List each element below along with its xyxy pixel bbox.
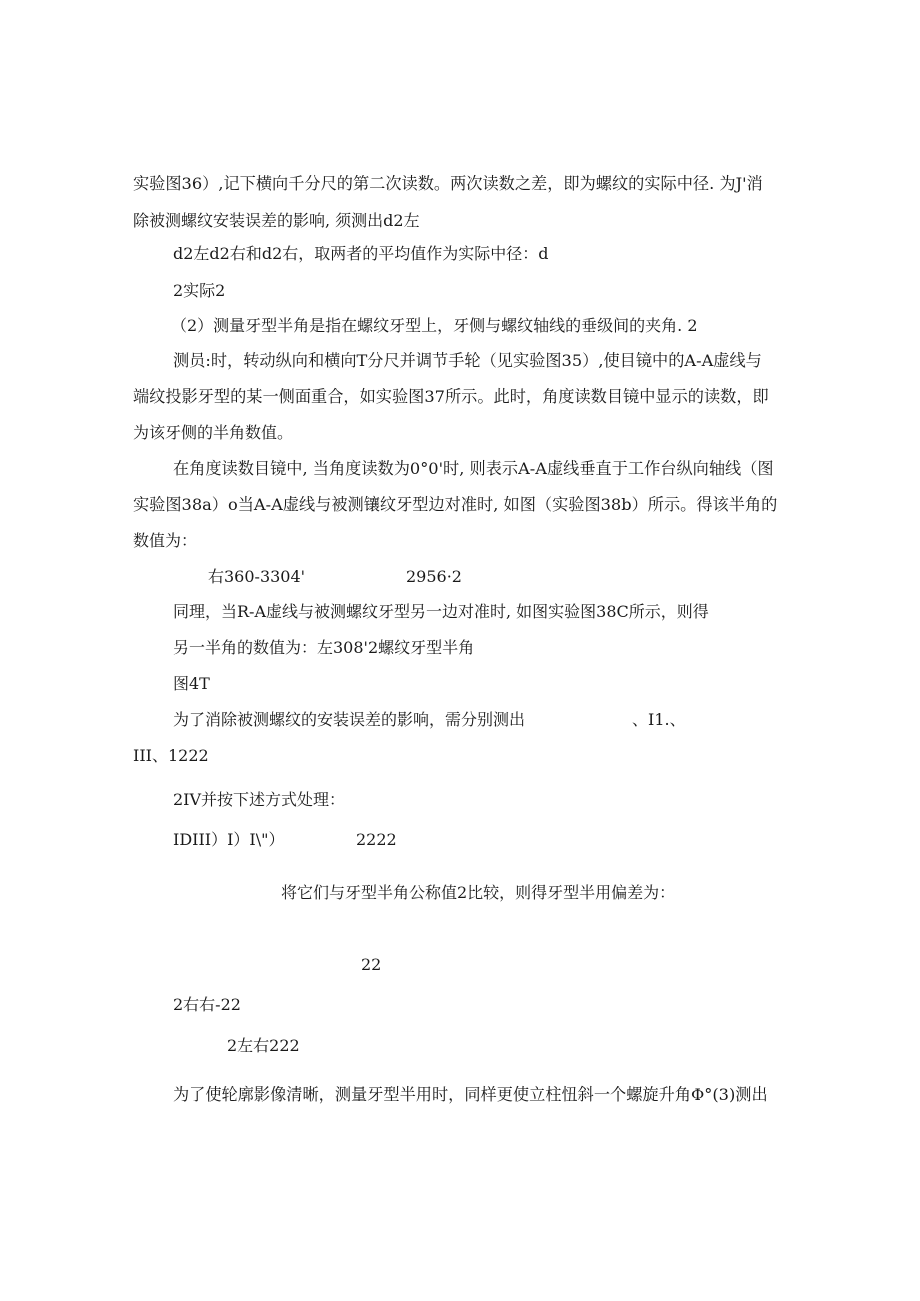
text-line: 22 bbox=[361, 955, 382, 974]
text-line: 端纹投影牙型的某一侧面重合，如实验图37所示。此时，角度读数目镜中显示的读数，即 bbox=[133, 387, 769, 406]
text-line: 2右右-22 bbox=[173, 995, 241, 1014]
text-line: 同理，当R-A虚线与被测螺纹牙型另一边对准时, 如图实验图38C所示，则得 bbox=[173, 602, 709, 621]
text-line: 、I1.、 bbox=[632, 710, 686, 729]
text-line: d2左d2右和d2右，取两者的平均值作为实际中径：d bbox=[173, 244, 549, 263]
text-line: 除被测螺纹安装误差的影响, 须测出d2左 bbox=[133, 211, 420, 230]
text-line: 右360-3304' bbox=[208, 567, 306, 586]
text-line: 实验图38a）o当A-A虚线与被测镶纹牙型边对准时, 如图（实验图38b）所示。得该半角的 bbox=[133, 495, 778, 514]
text-line: 为了使轮廓影像清晰，测量牙型半用时，同样更使立柱忸斜一个螺旋升角Φ°(3)测出 bbox=[173, 1085, 768, 1104]
text-line: 图4T bbox=[173, 674, 210, 693]
text-line: 另一半角的数值为：左308'2螺纹牙型半角 bbox=[173, 638, 475, 657]
text-line: 数值为： bbox=[133, 531, 198, 550]
text-line: 测员:时，转动纵向和横向T分尺并调节手轮（见实验图35）,使目镜中的A-A虚线与 bbox=[173, 351, 762, 370]
text-line: （2）测量牙型半角是指在螺纹牙型上，牙侧与螺纹轴线的垂级间的夹角. 2 bbox=[171, 316, 698, 335]
text-line: 2实际2 bbox=[173, 281, 226, 300]
text-line: 在角度读数目镜中, 当角度读数为0°0'时, 则表示A-A虚线垂直于工作台纵向轴线（图 bbox=[173, 459, 774, 478]
text-line: 为该牙侧的半角数值。 bbox=[133, 423, 294, 442]
text-line: III、1222 bbox=[133, 746, 209, 765]
text-line: 2左右222 bbox=[227, 1036, 300, 1055]
text-line: 2956·2 bbox=[406, 567, 462, 586]
text-line: 实验图36）,记下横向千分尺的第二次读数。两次读数之差，即为螺纹的实际中径. 为J'消 bbox=[133, 174, 763, 193]
text-line: 为了消除被测螺纹的安装误差的影响，需分别测出 bbox=[173, 710, 526, 729]
text-line: 2222 bbox=[356, 830, 397, 849]
text-line: 2IV并按下述方式处理： bbox=[173, 790, 346, 809]
text-line: IDIII）I）I\"） bbox=[173, 830, 285, 849]
text-line: 将它们与牙型半角公称值2比较，则得牙型半用偏差为： bbox=[281, 883, 676, 902]
